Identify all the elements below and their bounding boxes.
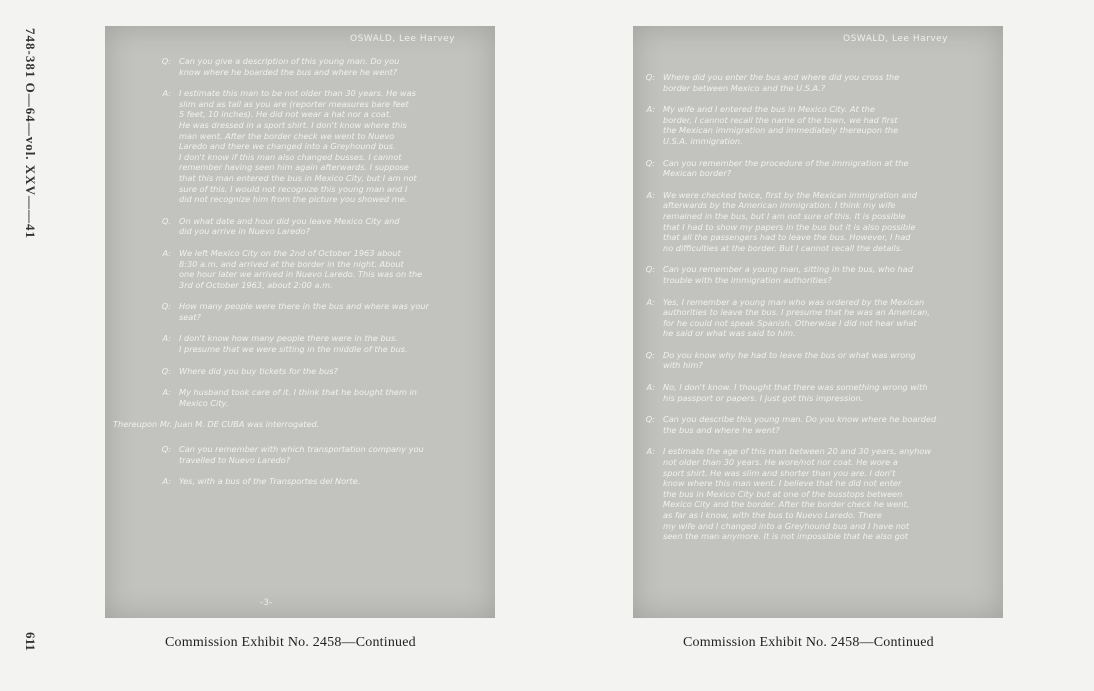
qa-entry: [633, 297, 989, 339]
qa-text: Can you remember the procedure of the immigration at the Mexican border?: [663, 157, 909, 179]
book-page-number: 611: [23, 632, 38, 651]
right-caption: Commission Exhibit No. 2458—Continued: [683, 635, 934, 650]
qa-entry: [105, 366, 485, 377]
qa-entry: [633, 414, 989, 435]
qa-entry: [633, 264, 989, 285]
qa-entry: [633, 72, 989, 93]
qa-label: A:: [162, 333, 171, 344]
qa-entry: [633, 158, 989, 179]
qa-label: A:: [646, 296, 655, 307]
qa-entry: [105, 88, 485, 205]
qa-entry: [105, 387, 485, 408]
left-transcript: [105, 56, 485, 498]
interrogation-note: Thereupon Mr. Juan M. DE CUBA was interrogated.: [113, 419, 320, 430]
qa-label: A:: [646, 446, 655, 457]
qa-entry: [105, 56, 485, 77]
qa-text: Can you remember a young man, sitting in the bus, who had trouble with the immigration authorities?: [663, 264, 913, 285]
qa-text: How many people were there in the bus and where was your seat?: [179, 301, 429, 322]
qa-label: A:: [162, 476, 171, 487]
qa-label: Q:: [645, 157, 655, 168]
right-exhibit-photo: [633, 26, 1003, 618]
qa-label: Q:: [161, 444, 171, 455]
qa-label: Q:: [645, 72, 655, 82]
qa-text: Yes, with a bus of the Transportes del Norte.: [179, 476, 361, 487]
qa-entry: [105, 476, 485, 487]
qa-text: My husband took care of it. I think that he bought them in Mexico City.: [179, 387, 417, 408]
qa-text: We were checked twice, first by the Mexican immigration and afterwards by the American immigration. I think my wife remained in the bus, but I am not sure of this. It is possible that I had to show my papers in the bus but it is also possible that all the passengers had to leave the bus. However, I had no difficulties at the border. But I cannot recall the details.: [663, 189, 917, 253]
qa-label: A:: [646, 189, 655, 200]
qa-text: My wife and I entered the bus in Mexico City. At the border, I cannot recall the name of the town, we had first the Mexican immigration and immediately thereupon the U.S.A. immigration.: [663, 104, 899, 146]
qa-text: Do you know why he had to leave the bus or what was wrong with him?: [663, 349, 916, 371]
qa-text: I estimate this man to be not older than 30 years. He was slim and as tall as you are (reporter measures bare feet 5 feet, 10 inches). He did not wear a hat nor a coat. He was dressed in a sport shirt. I don't know where this man went. After the border check we went to Nuevo Laredo and there we changed into a Greyhound bus. I don't know if this man also changed busses. I cannot remember having seen him again afterwards. I suppose that this man entered the bus in Mexico City, but I am not sure of this. I would not recognize this young man and I did not recognize him from the picture you showed me.: [179, 88, 417, 205]
qa-label: Q:: [645, 264, 655, 275]
qa-entry: [105, 248, 485, 290]
catalog-number: 748-381 O—64—vol. XXV——41: [23, 28, 38, 239]
qa-label: Q:: [161, 301, 171, 312]
qa-label: A:: [162, 247, 171, 258]
qa-text: I don't know how many people there were in the bus. I presume that we were sitting in the middle of the bus.: [179, 333, 408, 355]
left-caption: Commission Exhibit No. 2458—Continued: [165, 635, 416, 650]
qa-entry: [105, 301, 485, 322]
qa-entry: [633, 350, 989, 371]
qa-entry: [633, 190, 989, 254]
qa-label: Q:: [161, 56, 171, 66]
qa-label: A:: [162, 88, 171, 99]
qa-text: Where did you buy tickets for the bus?: [179, 365, 338, 376]
qa-text: Can you give a description of this young man. Do you know where he boarded the bus and where he went?: [179, 56, 400, 77]
qa-text: Can you describe this young man. Do you know where he boarded the bus and where he went?: [663, 414, 937, 435]
qa-text: I estimate the age of this man between 20 and 30 years, anyhow not older than 30 years. He wore/not nor coat. He wore a sport shirt. He was slim and shorter than you are. I don't know where this man went. I believe that he did not enter the bus in Mexico City but at one of the busstops between Mexico City and the border. After the border check he went, as far as I know, with the bus to Nuevo Laredo. There my wife and I changed into a Greyhound bus and I have not seen the man anymore. It is not impossible that he also got: [663, 446, 932, 542]
qa-label: A:: [646, 382, 655, 393]
qa-entry: [633, 446, 989, 541]
right-page-header: OSWALD, Lee Harvey: [843, 34, 948, 44]
page-marker: -3-: [260, 598, 273, 608]
qa-text: Yes, I remember a young man who was ordered by the Mexican authorities to leave the bus. I presume that he was an American, for he could not speak Spanish. Otherwise I did not hear what he said or what was said to him.: [663, 296, 930, 339]
qa-entry: [105, 444, 485, 465]
qa-entry: [633, 382, 989, 403]
qa-text: On what date and hour did you leave Mexico City and did you arrive in Nuevo Laredo?: [179, 215, 400, 237]
qa-text: Where did you enter the bus and where did you cross the border between Mexico and the U.S.A.?: [663, 72, 900, 93]
qa-label: Q:: [645, 349, 655, 360]
left-exhibit-photo: [105, 26, 495, 618]
qa-text: No, I don't know. I thought that there was something wrong with his passport or papers. I just got this impression.: [663, 382, 928, 403]
qa-label: Q:: [161, 365, 171, 376]
qa-label: A:: [162, 387, 171, 398]
qa-label: Q:: [645, 414, 655, 425]
qa-entry: [105, 333, 485, 354]
left-page-header: OSWALD, Lee Harvey: [350, 34, 455, 44]
qa-label: Q.: [161, 215, 171, 226]
qa-text: We left Mexico City on the 2nd of October 1963 about 8:30 a.m. and arrived at the border in the night. About one hour later we arrived in Nuevo Laredo. This was on the 3rd of October 1963, about 2:00 a.m.: [179, 247, 423, 290]
qa-entry: [633, 104, 989, 146]
qa-text: Can you remember with which transportation company you travelled to Nuevo Laredo?: [179, 444, 424, 465]
qa-label: A:: [646, 104, 655, 115]
right-transcript: [633, 72, 989, 553]
qa-entry: [105, 216, 485, 237]
